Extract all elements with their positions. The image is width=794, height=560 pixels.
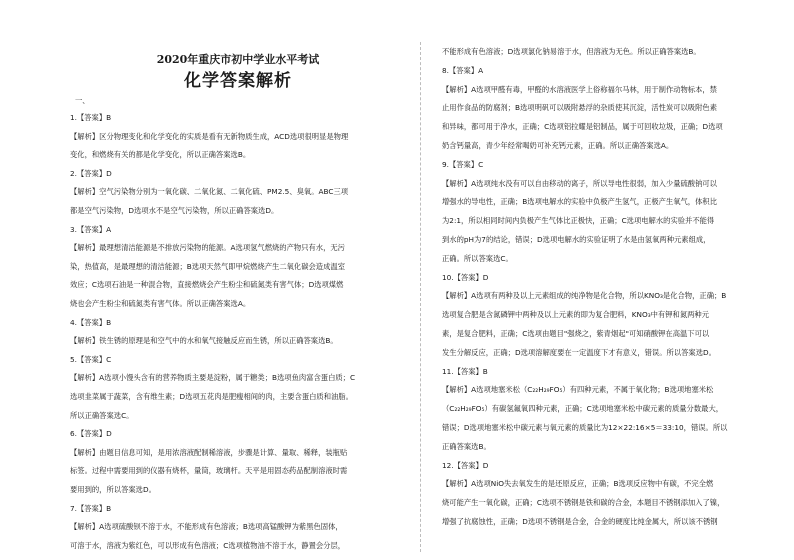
exam-title: 2020年重庆市初中学业水平考试	[156, 53, 320, 66]
explanation-line: 为2:1，所以相同时间内负极产生气体比正极快，正确；C选项电解水的实验并不能得	[442, 216, 715, 226]
answer-heading: 11.【答案】B	[442, 366, 488, 376]
answer-heading: 10.【答案】D	[442, 272, 489, 282]
answer-heading: 2.【答案】D	[70, 168, 112, 178]
explanation-line: 发生分解反应，正确；D选项溶解度要在一定温度下才有意义，错误。所以答案选D。	[442, 347, 716, 357]
explanation-line: 不能形成有色溶液；D选项氯化钠易溶于水，但溶液为无色。所以正确答案选B。	[442, 47, 701, 56]
explanation-line: 【解析】由题目信息可知，是用浓溶液配制稀溶液，步骤是计算、量取、稀释，装瓶贴	[70, 447, 348, 457]
explanation-line: 【解析】空气污染物分别为一氧化碳、二氧化氮、二氧化硫、PM2.5、臭氧。ABC三项	[70, 187, 349, 197]
answer-heading: 8.【答案】A	[442, 65, 484, 75]
explanation-line: 增强了抗腐蚀性，正确；D选项不锈钢是合金，合金的硬度比纯金属大，所以该不锈钢	[442, 517, 718, 526]
explanation-line: 烧可能产生一氧化碳，正确；C选项不锈钢是铁和碳的合金，本题目不锈钢添加入了镍，	[442, 498, 725, 508]
explanation-line: 到水的pH为7的结论，错误；D选项电解水的实验证明了水是由氢氧两种元素组成，	[442, 235, 711, 244]
answer-heading: 5.【答案】C	[70, 354, 112, 364]
explanation-line: 可溶于水，溶液为紫红色，可以形成有色溶液；C选项植物油不溶于水，静置会分层，	[70, 540, 346, 550]
answer-heading: 6.【答案】D	[70, 429, 112, 439]
explanation-line: 要用到的，所以答案选D。	[70, 485, 156, 494]
explanation-line: 止用作食品的防腐剂；B选项明矾可以吸附悬浮的杂质使其沉淀，活性炭可以吸附色素	[442, 103, 717, 113]
answer-heading: 9.【答案】C	[442, 159, 484, 169]
explanation-line: 【解析】A选项小馒头含有的营养物质主要是淀粉，属于糖类；B选项鱼肉富含蛋白质；C	[70, 373, 356, 383]
explanation-line: 都是空气污染物，D选项水不是空气污染物，所以正确答案选D。	[70, 206, 279, 215]
explanation-line: 正确答案选B。	[442, 441, 491, 451]
explanation-line: 选项复合肥是含氮磷钾中两种及以上元素的即为复合肥料，KNO₃中有钾和氮两种元	[442, 310, 710, 320]
explanation-line: 选项韭菜属于蔬菜，含有维生素；D选项五花肉是肥瘦相间的肉，主要含蛋白质和油脂。	[70, 392, 353, 401]
answer-heading: 7.【答案】B	[70, 503, 112, 513]
explanation-line: 和异味，都可用于净水，正确；C选项铝拉耀是铝制品，属于可回收垃圾，正确；D选项	[442, 122, 723, 132]
explanation-line: 【解析】A选项纯水没有可以自由移动的离子，所以导电性很弱，加入少量硫酸钠可以	[442, 178, 717, 188]
explanation-line: 效应；C选项石油是一种混合物，直接燃烧会产生粉尘和硫氮类有害气体；D选项煤燃	[70, 280, 344, 290]
explanation-line: 【解析】A选项地塞米松（C₂₂H₂₉FO₅）有四种元素，不属于氧化物；B选项地塞米松	[442, 385, 714, 395]
explanation-line: 烧也会产生粉尘和硫氮类有害气体。所以正确答案选A。	[70, 299, 251, 308]
column-divider	[420, 42, 421, 552]
explanation-line: 【解析】A选项有两种及以上元素组成的纯净物是化合物，所以KNO₃是化合物，正确；B	[442, 291, 727, 301]
explanation-line: 奶含钙量高，青少年经常喝奶可补充钙元素，正确。所以正确答案选A。	[442, 141, 674, 150]
answer-heading: 12.【答案】D	[442, 460, 489, 470]
page-subtitle: 化学答案解析	[184, 71, 292, 91]
explanation-line: 错误；D选项地塞米松中碳元素与氧元素的质量比为12×22:16×5＝33:10，错误。所以	[442, 423, 728, 432]
explanation-line: （C₂₂H₂₉FO₅）有碳氢氟氧四种元素，正确；C选项地塞米松中碳元素的质量分数最大，	[442, 404, 724, 414]
explanation-line: 【解析】最理想清洁能源是不排放污染物的能源。A选项氢气燃烧的产物只有水，无污	[70, 243, 345, 253]
explanation-line: 【解析】铁生锈的原理是和空气中的水和氧气接触反应而生锈，所以正确答案选B。	[70, 336, 338, 346]
section-label: 一、	[75, 96, 90, 105]
answer-heading: 1.【答案】B	[70, 113, 112, 122]
explanation-line: 【解析】A选项甲醛有毒，甲醛的水溶液医学上俗称福尔马林，用于制作动物标本，禁	[442, 84, 717, 94]
explanation-line: 素，是复合肥料，正确；C选项由题目"强烧之，紫青烟起"可知硝酸钾在高温下可以	[442, 329, 710, 338]
explanation-line: 【解析】区分物理变化和化学变化的实质是看有无新物质生成，ACD选项很明显是物理	[70, 131, 349, 141]
explanation-line: 变化，和燃烧有关的都是化学变化，所以正确答案选B。	[70, 150, 251, 160]
answer-heading: 3.【答案】A	[70, 224, 112, 234]
explanation-line: 正确。所以答案选C。	[442, 253, 513, 263]
answer-heading: 4.【答案】B	[70, 317, 112, 327]
explanation-line: 【解析】A选项硫酸钡不溶于水，不能形成有色溶液；B选项高锰酸钾为紫黑色固体，	[70, 522, 343, 532]
explanation-line: 染，热值高，是最理想的清洁能源；B选项天然气即甲烷燃烧产生二氧化碳会造成温室	[70, 261, 345, 271]
explanation-line: 所以正确答案选C。	[70, 410, 134, 420]
explanation-line: 增强水的导电性，正确；B选项电解水的实验中负极产生氢气，正极产生氧气，体积比	[442, 197, 717, 207]
explanation-line: 【解析】A选项NiO失去氧发生的是还原反应，正确；B选项反应物中有碳，不完全燃	[442, 479, 714, 489]
explanation-line: 标签。过程中需要用到的仪器有烧杯，量筒，玻璃杆。天平是用固态药品配制溶液时需	[70, 466, 348, 476]
